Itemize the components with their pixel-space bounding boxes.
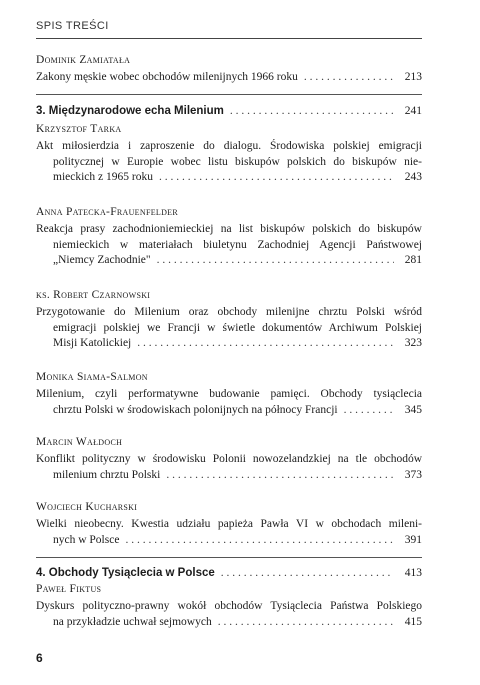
page-number: 213: [404, 71, 422, 83]
leader-dots: [166, 468, 394, 484]
toc-entry[interactable]: [36, 139, 422, 186]
toc-entry[interactable]: [36, 222, 422, 269]
page-number: 413: [404, 567, 422, 579]
section-title: 4. Obchody Tysiąclecia w Polsce: [36, 567, 215, 579]
entry-title-line: Akt miłosierdzia i zaproszenie do dialogu. Środowiska polskiej emigracji: [36, 140, 422, 152]
entry-title-line: „Niemcy Zachodnie": [53, 254, 151, 266]
entry-title-line: niemieckich w materiałach biuletynu Zachodniej Agencji Państwowej: [53, 238, 422, 251]
leader-dots: [125, 533, 394, 549]
author-name: Krzysztof Tarka: [36, 123, 122, 135]
running-header: SPIS TREŚCI: [36, 20, 109, 32]
author-name: Wojciech Kucharski: [36, 501, 138, 513]
author-name: Anna Patecka-Frauenfelder: [36, 206, 178, 218]
toc-section[interactable]: [36, 104, 422, 120]
toc-entry[interactable]: [36, 387, 422, 418]
entry-title-line: na przykładzie uchwał sejmowych: [53, 615, 212, 628]
leader-dots: [221, 566, 394, 582]
header-divider: [36, 38, 422, 39]
page-number: 391: [404, 533, 422, 546]
entry-title-line: Reakcja prasy zachodnioniemieckiej na list biskupów polskich do biskupów: [36, 223, 422, 235]
section-title: 3. Międzynarodowe echa Milenium: [36, 105, 224, 117]
leader-dots: [159, 170, 394, 186]
page-number: 373: [404, 468, 422, 481]
author-name: Monika Siama-Salmon: [36, 371, 148, 383]
entry-title-line: milenium chrztu Polski: [53, 468, 161, 481]
page-number: 243: [404, 171, 422, 183]
entry-title-line: Konflikt polityczny w środowisku Polonii nowozelandzkiej na tle obchodów: [36, 453, 422, 465]
page-number: 323: [404, 337, 422, 349]
entry-title-line: nych w Polsce: [53, 533, 120, 546]
entry-title-line: Dyskurs polityczno-prawny wokół obchodów Tysiąclecia Państwa Polskiego: [36, 600, 422, 612]
page-number: 345: [404, 403, 422, 416]
toc-entry[interactable]: [36, 305, 422, 352]
leader-dots: [344, 403, 394, 419]
entry-title-line: chrztu Polski w środowiskach polonijnych na północy Francji: [53, 403, 338, 416]
leader-dots: [157, 253, 394, 269]
toc-entry[interactable]: [36, 70, 422, 86]
author-name: ks. Robert Czarnowski: [36, 289, 151, 301]
section-divider: [36, 557, 422, 558]
entry-title-line: mieckich z 1965 roku: [53, 171, 153, 183]
entry-title-line: Wielki nieobecny. Kwestia udziału papieża Pawła VI w obchodach mileni-: [36, 518, 422, 530]
leader-dots: [304, 70, 394, 86]
entry-title-line: Zakony męskie wobec obchodów milenijnych 1966 roku: [36, 71, 298, 83]
leader-dots: [230, 104, 394, 120]
entry-title-line: Milenium, czyli performatywne budowanie pamięci. Obchody tysiąclecia: [36, 388, 422, 400]
page-number: 241: [404, 105, 422, 117]
toc-entry[interactable]: [36, 452, 422, 483]
author-name: Paweł Fiktus: [36, 583, 102, 595]
leader-dots: [137, 336, 394, 352]
page-folio: 6: [36, 651, 43, 665]
page-number: 415: [404, 615, 422, 628]
entry-title-line: politycznej w Europie wobec listu biskupów polskich do biskupów nie-: [53, 155, 422, 168]
toc-entry[interactable]: [36, 599, 422, 630]
toc-section[interactable]: [36, 566, 422, 582]
section-divider: [36, 94, 422, 95]
entry-title-line: emigracji polskiej we Francji w świetle dokumentów Archiwum Polskiej: [53, 321, 422, 334]
toc-entry[interactable]: [36, 517, 422, 548]
author-name: Dominik Zamiatała: [36, 54, 131, 66]
leader-dots: [218, 615, 394, 631]
entry-title-line: Misji Katolickiej: [53, 337, 132, 349]
entry-title-line: Przygotowanie do Milenium oraz obchody milenijne chrztu Polski wśród: [36, 306, 422, 318]
author-name: Marcin Wałdoch: [36, 436, 123, 448]
page-number: 281: [404, 254, 422, 266]
